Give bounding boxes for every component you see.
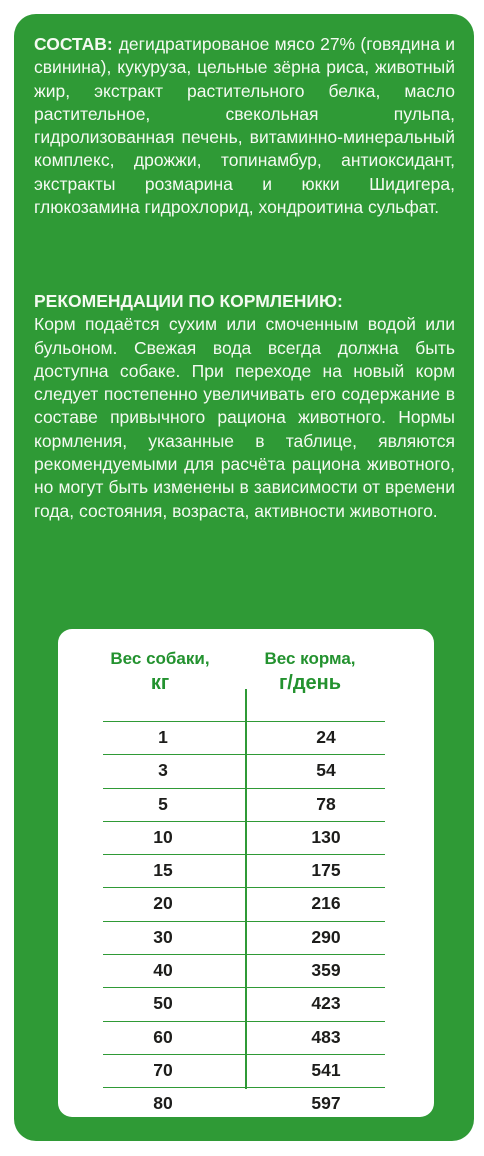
dog-weight-cell: 1 <box>158 727 168 747</box>
table-row <box>103 788 385 821</box>
food-amount-cell: 130 <box>311 826 341 847</box>
dog-weight-cell: 60 <box>153 1026 173 1047</box>
dog-weight-cell: 80 <box>153 1093 173 1114</box>
table-row <box>103 1054 385 1087</box>
header-food-weight-unit: г/день <box>278 672 342 694</box>
table-row <box>103 821 385 854</box>
food-amount-cell: 290 <box>311 926 341 947</box>
table-row <box>103 1087 385 1120</box>
header-dog-weight-unit: кг <box>150 672 170 694</box>
feeding-text: Корм подаётся сухим или смоченным водой или бульоном. Свежая вода всегда должна быть доступна собаке. При переходе на новый корм следует постепенно увеличивать его содержание в составе привычного рациона животного. Нормы кормления, указанные в таблице, являются рекомендуемыми для расчёта рациона животного, но могут быть изменены в зависимости от времени года, состояния, возраста, активности животного. <box>34 314 455 521</box>
dog-weight-cell: 3 <box>158 760 168 781</box>
table-row <box>103 721 385 754</box>
food-amount-cell: 359 <box>311 960 341 981</box>
dog-weight-cell: 20 <box>153 893 173 914</box>
table-row <box>103 754 385 787</box>
header-dog-weight-label: Вес собаки, <box>110 649 210 668</box>
composition-section <box>34 33 455 219</box>
dog-weight-cell: 15 <box>153 860 173 881</box>
food-amount-cell: 175 <box>311 860 341 881</box>
header-dog-weight <box>90 647 230 696</box>
food-amount-cell: 597 <box>311 1093 341 1114</box>
food-amount-cell: 423 <box>311 993 341 1014</box>
composition-heading: СОСТАВ: <box>34 34 113 54</box>
header-food-weight <box>240 647 380 696</box>
table-row <box>103 954 385 987</box>
header-food-weight-label: Вес корма, <box>264 649 356 668</box>
food-amount-cell: 541 <box>311 1059 341 1080</box>
dog-weight-cell: 50 <box>153 993 173 1014</box>
dog-weight-cell: 40 <box>153 960 173 981</box>
dog-weight-cell: 10 <box>153 826 173 847</box>
feeding-table <box>58 629 434 1117</box>
table-row <box>103 887 385 920</box>
food-amount-cell: 78 <box>316 793 336 814</box>
dog-weight-cell: 30 <box>153 926 173 947</box>
table-row <box>103 921 385 954</box>
label-panel <box>14 14 474 1141</box>
food-amount-cell: 483 <box>311 1026 341 1047</box>
feeding-section <box>34 290 455 523</box>
dog-weight-cell: 70 <box>153 1059 173 1080</box>
food-amount-cell: 24 <box>316 727 336 747</box>
dog-weight-cell: 5 <box>158 793 168 814</box>
table-row <box>103 1021 385 1054</box>
table-row <box>103 854 385 887</box>
food-amount-cell: 216 <box>311 893 341 914</box>
table-row <box>103 987 385 1020</box>
composition-text: дегидратированое мясо 27% (говядина и свинина), кукуруза, цельные зёрна риса, животный жир, экстракт растительного белка, масло растительное, свекольная пульпа, гидролизованная печень, витаминно-минеральный комплекс, дрожжи, топинамбур, антиоксидант, экстракты розмарина и юкки Шидигера, глюкозамина гидрохлорид, хондроитина сульфат. <box>34 34 455 218</box>
table-rows <box>103 721 385 1121</box>
food-amount-cell: 54 <box>316 760 336 781</box>
feeding-heading: РЕКОМЕНДАЦИИ ПО КОРМЛЕНИЮ: <box>34 291 343 311</box>
